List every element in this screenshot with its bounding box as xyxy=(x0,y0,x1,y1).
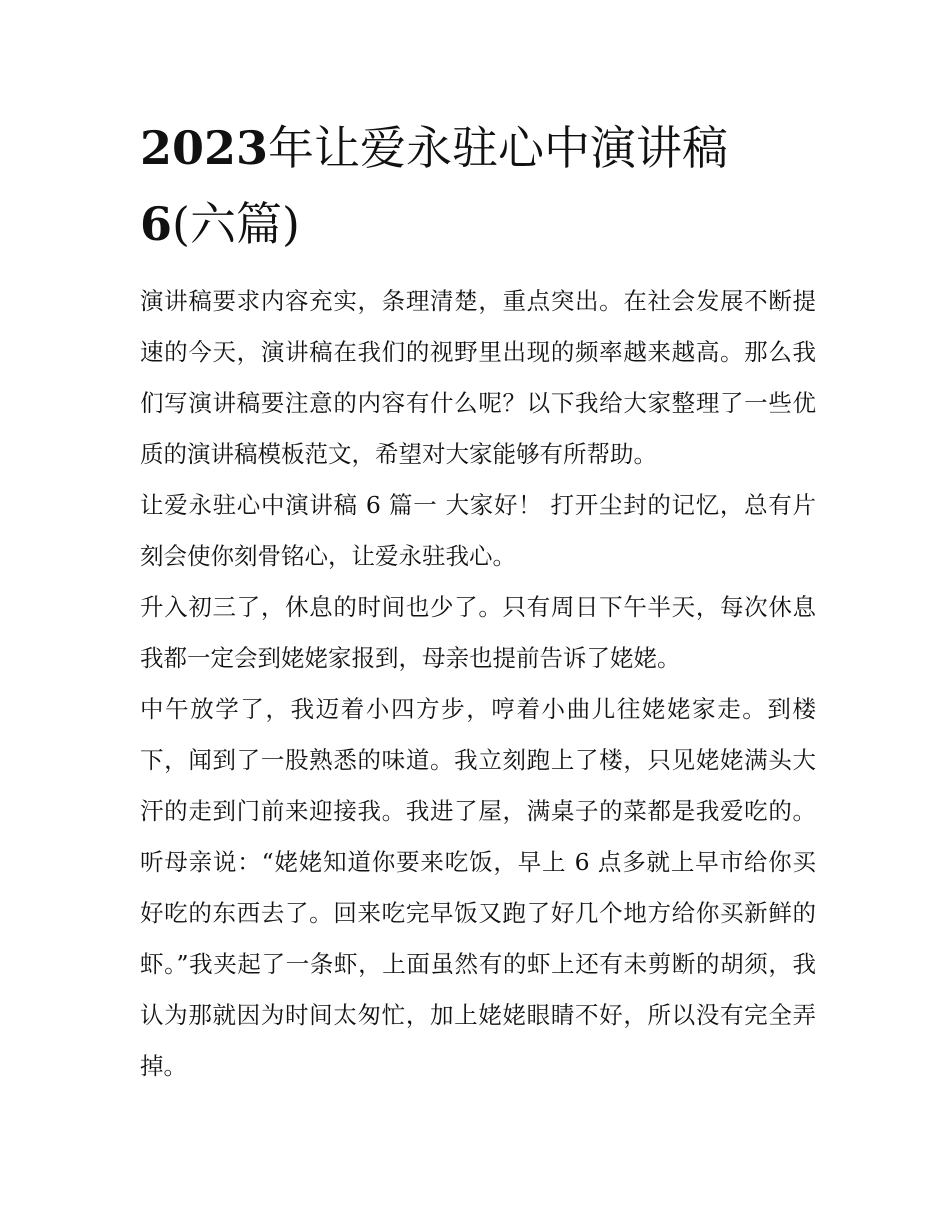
title-number: 6 xyxy=(140,197,173,251)
title-text: 年让爱永驻心中演讲稿 xyxy=(268,121,729,175)
paragraph-intro: 演讲稿要求内容充实，条理清楚，重点突出。在社会发展不断提速的今天，演讲稿在我们的视野里出现的频率越来越高。那么我们写演讲稿要注意的内容有什么呢？以下我给大家整理了一些优质的演讲稿模板范文，希望对大家能够有所帮助。 xyxy=(140,287,816,468)
document-title xyxy=(140,110,830,262)
title-year: 2023 xyxy=(140,121,269,175)
paragraph-noon: 中午放学了，我迈着小四方步，哼着小曲儿往姥姥家走。到楼下，闻到了一股熟悉的味道。我立刻跑上了楼，只见姥姥满头大汗的走到门前来迎接我。我进了屋，满桌子的菜都是我爱吃的。听母亲说：“姥姥知道你要来吃饭，早上 6 点多就上早市给你买好吃的东西去了。回来吃完早饭又跑了好几个地方给你买新鲜的虾。”我夹起了一条虾，上面虽然有的虾上还有未剪断的胡须，我认为那就因为时间太匆忙，加上姥姥眼睛不好，所以没有完全弄掉。 xyxy=(140,695,816,1080)
document-body xyxy=(140,276,816,1092)
paragraph-opening: 让爱永驻心中演讲稿 6 篇一 大家好！ 打开尘封的记忆，总有片刻会使你刻骨铭心，让爱永驻我心。 xyxy=(140,491,816,570)
title-count: (六篇) xyxy=(172,197,300,251)
paragraph-grade-three: 升入初三了，休息的时间也少了。只有周日下午半天，每次休息我都一定会到姥姥家报到，母亲也提前告诉了姥姥。 xyxy=(140,593,816,672)
